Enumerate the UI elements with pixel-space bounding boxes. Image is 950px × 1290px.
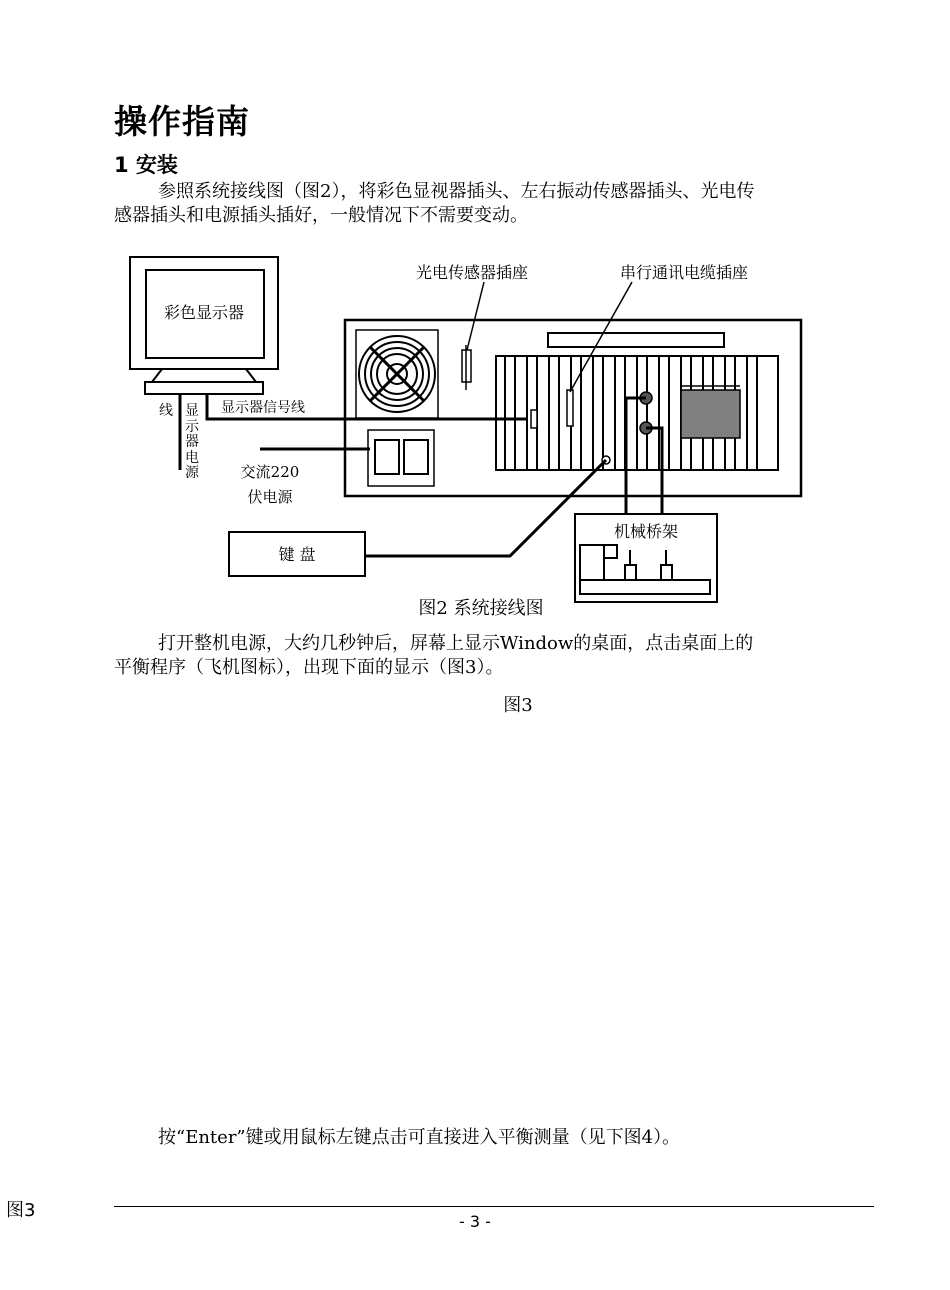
figure-2-caption: 图2 系统接线图 [418, 598, 544, 619]
figure-3-caption: 图3 [503, 695, 533, 716]
monitor-power-line-label-left [158, 404, 174, 419]
section-heading-install: 1 安装 [114, 153, 178, 177]
ac-power-label-line2: 伏电源 [247, 488, 293, 506]
paragraph-power-on [114, 632, 876, 680]
monitor-power-line-label: 显示器电源 [185, 403, 199, 481]
ac-power-label-line1: 交流220 [240, 463, 300, 481]
margin-figure-note: 图3 [6, 1200, 36, 1221]
paragraph-line: 平衡程序（飞机图标），出现下面的显示（图3）。 [114, 657, 504, 678]
paragraph-line: 参照系统接线图（图2），将彩色显视器插头、左右振动传感器插头、光电传 [158, 181, 755, 202]
page-number: - 3 - [459, 1212, 491, 1231]
serial-cable-socket-label: 串行通讯电缆插座 [619, 263, 749, 282]
paragraph-line: 打开整机电源，大约几秒钟后，屏幕上显示Window的桌面，点击桌面上的 [158, 633, 754, 654]
monitor-power-line-char: 线 [159, 403, 173, 419]
system-wiring-diagram [0, 0, 950, 630]
page-title: 操作指南 [114, 102, 250, 141]
monitor-neck [152, 369, 256, 382]
photo-sensor-socket-label: 光电传感器插座 [415, 263, 529, 282]
monitor-signal-line-label: 显示器信号线 [221, 400, 305, 416]
footer-divider [114, 1206, 874, 1207]
monitor-base [145, 382, 263, 394]
mechanical-bridge-label: 机械桥架 [613, 522, 679, 541]
paragraph-enter-key: 按“Enter”键或用鼠标左键点击可直接进入平衡测量（见下图4）。 [158, 1127, 681, 1148]
monitor-label: 彩色显示器 [163, 303, 245, 322]
keyboard-label: 键 盘 [278, 545, 316, 564]
paragraph-line: 感器插头和电源插头插好，一般情况下不需要变动。 [114, 205, 528, 226]
